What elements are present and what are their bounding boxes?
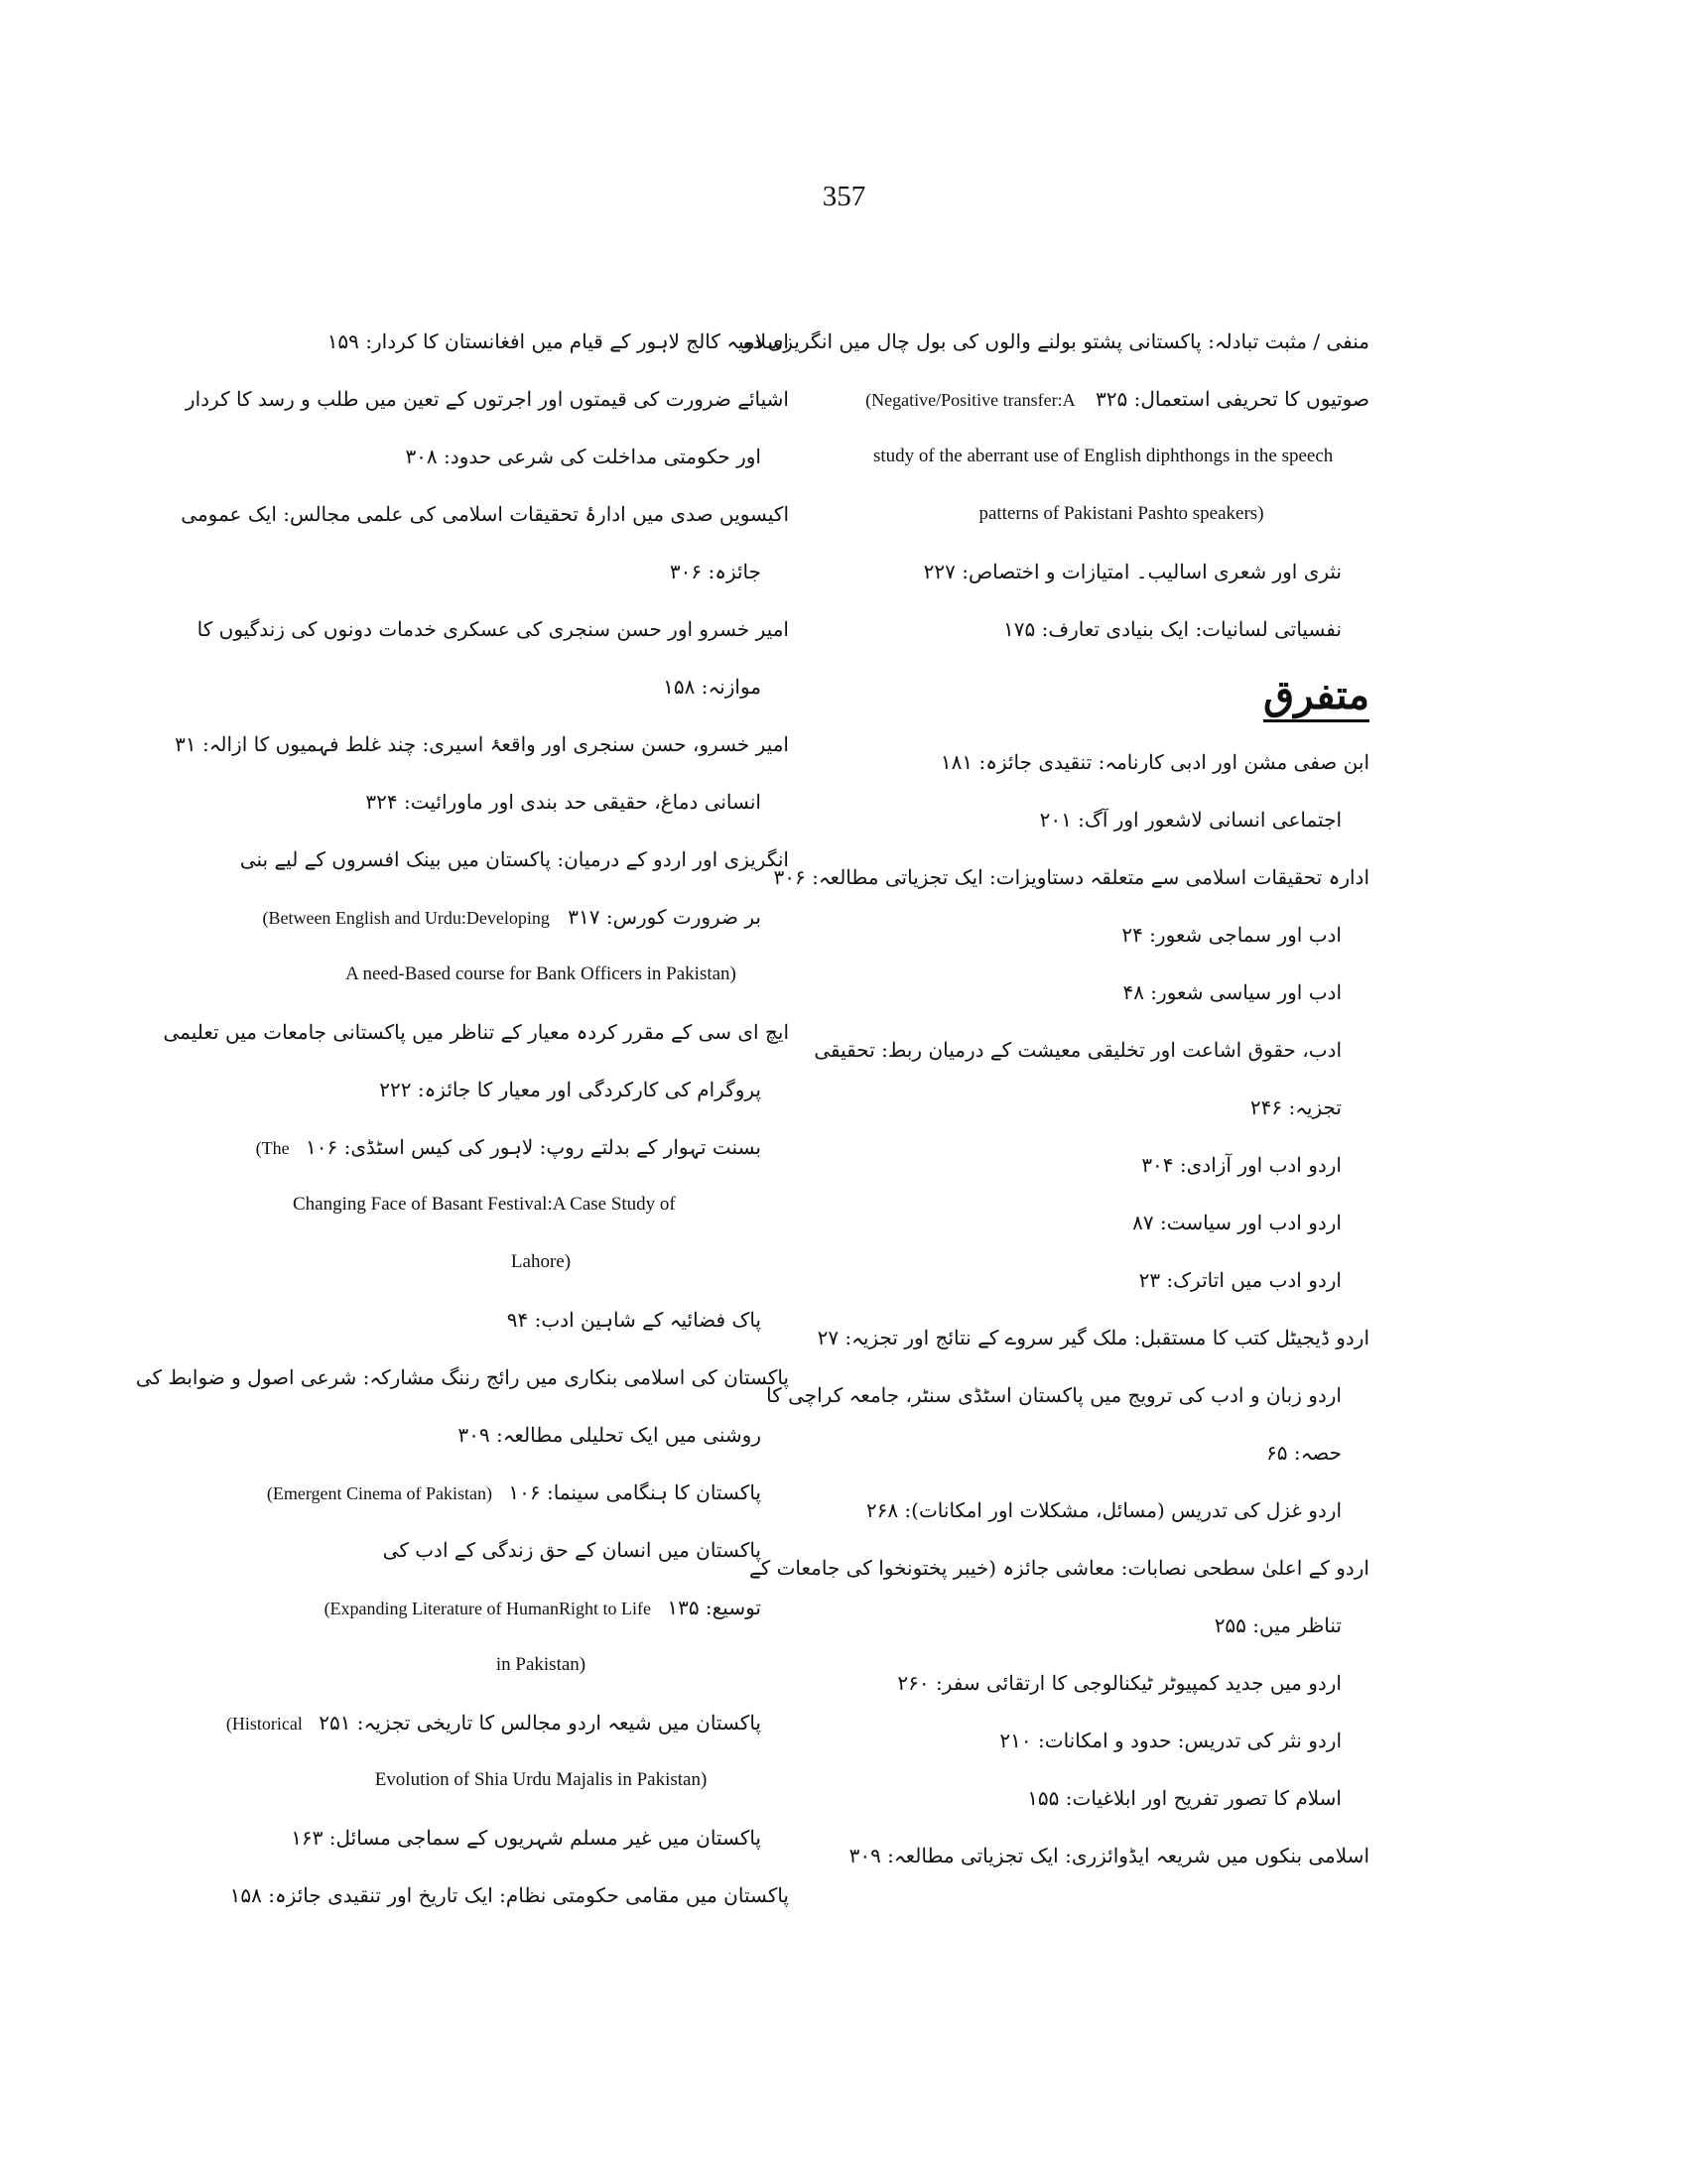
index-entry: اجتماعی انسانی لاشعور اور آگ: ۲۰۱ bbox=[1039, 808, 1342, 832]
index-entry-continuation: اور حکومتی مداخلت کی شرعی حدود: ۳۰۸ bbox=[405, 445, 761, 468]
index-entry: منفی / مثبت تبادلہ: پاکستانی پشتو بولنے والوں کی بول چال میں انگریزی دو bbox=[742, 329, 1369, 353]
section-heading bbox=[873, 658, 1369, 733]
index-entry: اردو زبان و ادب کی ترویج میں پاکستان اسٹڈی سنٹر، جامعہ کراچی کا bbox=[766, 1383, 1342, 1407]
index-entry: اردو ادب اور آزادی: ۳۰۴ bbox=[1141, 1153, 1342, 1177]
index-entry: اسلامیہ کالج لاہور کے قیام میں افغانستان کا کردار: ۱۵۹ bbox=[326, 329, 789, 353]
index-entry-urdu: توسیع: ۱۳۵ bbox=[667, 1596, 761, 1619]
index-entry: اردو نثر کی تدریس: حدود و امکانات: ۲۱۰ bbox=[999, 1729, 1342, 1752]
index-entry-english: (Historical bbox=[225, 1714, 303, 1734]
index-entry-urdu: صوتیوں کا تحریفی استعمال: ۳۲۵ bbox=[1095, 387, 1369, 411]
index-entry: پاکستان میں انسان کے حق زندگی کے ادب کی bbox=[382, 1538, 761, 1562]
index-entry: ادب، حقوق اشاعت اور تخلیقی معیشت کے درمیان ربط: تحقیقی bbox=[814, 1038, 1342, 1062]
index-column-left bbox=[135, 313, 789, 1924]
index-entry: امیر خسرو اور حسن سنجری کی عسکری خدمات دونوں کی زندگیوں کا bbox=[196, 617, 789, 641]
index-entry-continuation bbox=[293, 1579, 789, 1636]
index-entry-english: (Emergent Cinema of Pakistan) bbox=[266, 1483, 493, 1503]
index-entry-english: (Expanding Literature of HumanRight to Life bbox=[324, 1599, 651, 1618]
index-entry: اردو کے اعلیٰ سطحی نصابات: معاشی جائزہ (خیبر پختونخوا کی جامعات کے bbox=[748, 1556, 1369, 1580]
index-entry: ایچ ای سی کے مقرر کردہ معیار کے تناظر میں پاکستانی جامعات میں تعلیمی bbox=[163, 1020, 789, 1044]
index-entry-continuation: موازنہ: ۱۵۸ bbox=[663, 675, 761, 699]
index-entry: نثری اور شعری اسالیب۔ امتیازات و اختصاص: ۲۲۷ bbox=[923, 560, 1342, 583]
index-entry-english: Lahore) bbox=[510, 1251, 572, 1272]
index-column-right bbox=[742, 313, 1369, 1884]
index-entry: امیر خسرو، حسن سنجری اور واقعۂ اسیری: چند غلط فہمیوں کا ازالہ: ۳۱ bbox=[175, 732, 789, 756]
index-entry-english: A need-Based course for Bank Officers in Pakistan) bbox=[345, 964, 736, 984]
index-entry-urdu: بسنت تہوار کے بدلتے روپ: لاہور کی کیس اسٹڈی: ۱۰۶ bbox=[305, 1135, 761, 1159]
index-entry: اشیائے ضرورت کی قیمتوں اور اجرتوں کے تعین میں طلب و رسد کا کردار bbox=[185, 387, 789, 411]
index-entry: ادارہ تحقیقات اسلامی سے متعلقہ دستاویزات: ایک تجزیاتی مطالعہ: ۳۰۶ bbox=[773, 865, 1369, 889]
index-entry bbox=[225, 1694, 789, 1751]
index-entry-continuation: تناظر میں: ۲۵۵ bbox=[1214, 1613, 1342, 1637]
index-entry: اردو ادب میں اتاترک: ۲۳ bbox=[1138, 1268, 1342, 1292]
index-entry bbox=[255, 1118, 789, 1176]
index-entry-urdu: پاکستان کا ہنگامی سینما: ۱۰۶ bbox=[508, 1480, 761, 1504]
index-entry bbox=[266, 1464, 789, 1521]
index-entry: پاک فضائیہ کے شاہین ادب: ۹۴ bbox=[506, 1308, 761, 1332]
index-entry: اردو ڈیجیٹل کتب کا مستقبل: ملک گیر سروے کے نتائج اور تجزیہ: ۲۷ bbox=[817, 1326, 1369, 1349]
section-heading-text: متفرق bbox=[1263, 672, 1369, 722]
index-entry-urdu: بر ضرورت کورس: ۳۱۷ bbox=[568, 905, 761, 929]
index-entry-continuation: روشنی میں ایک تحلیلی مطالعہ: ۳۰۹ bbox=[457, 1423, 761, 1447]
index-entry: انسانی دماغ، حقیقی حد بندی اور ماورائیت: ۳۲۴ bbox=[365, 790, 761, 814]
index-entry: نفسیاتی لسانیات: ایک بنیادی تعارف: ۱۷۵ bbox=[1003, 617, 1342, 641]
page-number: 357 bbox=[822, 181, 866, 212]
index-entry-english: study of the aberrant use of English diphthongs in the speech bbox=[873, 446, 1334, 466]
index-entry: پاکستان میں مقامی حکومتی نظام: ایک تاریخ اور تنقیدی جائزہ: ۱۵۸ bbox=[229, 1883, 789, 1907]
index-entry-english: (Between English and Urdu:Developing bbox=[262, 908, 550, 928]
index-entry: اکیسویں صدی میں ادارۂ تحقیقات اسلامی کی علمی مجالس: ایک عمومی bbox=[181, 502, 789, 526]
index-entry: ابن صفی مشن اور ادبی کارنامہ: تنقیدی جائزہ: ۱۸۱ bbox=[940, 750, 1369, 774]
index-entry: اسلامی بنکوں میں شریعہ ایڈوائزری: ایک تجزیاتی مطالعہ: ۳۰۹ bbox=[848, 1844, 1369, 1867]
index-entry: انگریزی اور اردو کے درمیان: پاکستان میں بینک افسروں کے لیے بنی bbox=[239, 847, 789, 871]
index-entry-continuation: پروگرام کی کارکردگی اور معیار کا جائزہ: ۲۲۲ bbox=[379, 1078, 761, 1101]
index-entry: اردو غزل کی تدریس (مسائل، مشکلات اور امکانات): ۲۶۸ bbox=[865, 1498, 1342, 1522]
index-entry-continuation bbox=[262, 888, 789, 946]
index-entry-english: (The bbox=[255, 1138, 290, 1158]
index-entry-continuation: تجزیہ: ۲۴۶ bbox=[1249, 1095, 1342, 1119]
index-entry-english: patterns of Pakistani Pashto speakers) bbox=[978, 503, 1264, 524]
index-entry: پاکستان میں غیر مسلم شہریوں کے سماجی مسائل: ۱۶۳ bbox=[291, 1826, 761, 1850]
index-entry: ادب اور سماجی شعور: ۲۴ bbox=[1121, 923, 1342, 947]
index-entry-continuation bbox=[865, 370, 1369, 428]
index-entry-english: Evolution of Shia Urdu Majalis in Pakistan) bbox=[374, 1769, 708, 1790]
index-entry: اردو میں جدید کمپیوٹر ٹیکنالوجی کا ارتقائی سفر: ۲۶۰ bbox=[897, 1671, 1342, 1695]
index-entry: ادب اور سیاسی شعور: ۴۸ bbox=[1122, 980, 1342, 1004]
index-entry-english: in Pakistan) bbox=[495, 1654, 586, 1675]
index-entry-continuation: حصہ: ۶۵ bbox=[1265, 1441, 1342, 1465]
index-entry-continuation: جائزہ: ۳۰۶ bbox=[669, 560, 761, 583]
index-entry: اردو ادب اور سیاست: ۸۷ bbox=[1132, 1211, 1342, 1234]
index-entry: پاکستان کی اسلامی بنکاری میں رائج رننگ مشارکہ: شرعی اصول و ضوابط کی bbox=[135, 1365, 789, 1389]
index-entry: اسلام کا تصور تفریح اور ابلاغیات: ۱۵۵ bbox=[1027, 1786, 1342, 1810]
index-entry-english: Changing Face of Basant Festival:A Case Study of bbox=[293, 1194, 676, 1215]
index-entry-urdu: پاکستان میں شیعہ اردو مجالس کا تاریخی تجزیہ: ۲۵۱ bbox=[319, 1711, 761, 1734]
index-entry-english: (Negative/Positive transfer:A bbox=[865, 390, 1076, 410]
